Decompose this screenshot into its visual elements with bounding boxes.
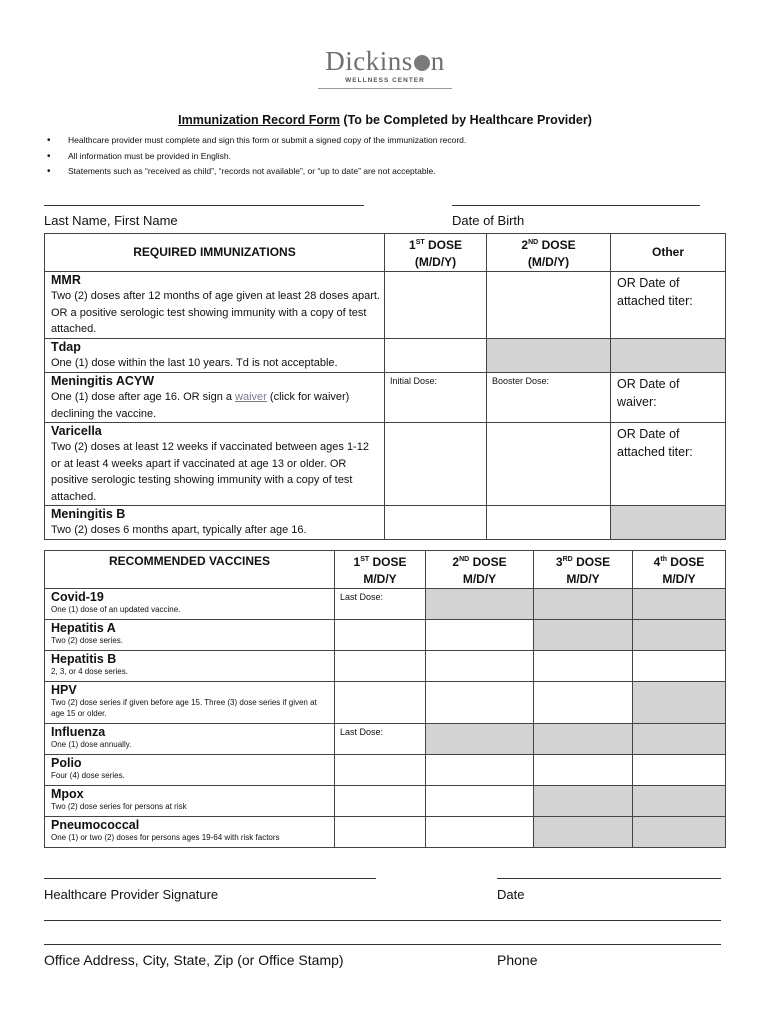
vaccine-desc: Two (2) doses at least 12 weeks if vaccinated between ages 1-12 or at least 4 weeks apart if vaccinated at age 13 or older. OR positive serologic testing showing immunity with a copy of test attached. bbox=[51, 441, 369, 503]
col-word: DOSE bbox=[369, 555, 407, 569]
table-row bbox=[45, 339, 726, 373]
vaccine-name: Meningitis ACYW bbox=[51, 374, 155, 388]
dose1-cell[interactable] bbox=[335, 786, 426, 817]
phone-label: Phone bbox=[497, 952, 538, 968]
table-row bbox=[45, 682, 726, 724]
vaccine-name: Influenza bbox=[51, 725, 106, 739]
vaccine-desc: One (1) or two (2) doses for persons ages 19-64 with risk factors bbox=[51, 833, 280, 842]
other-note: OR Date of attached titer: bbox=[617, 276, 693, 308]
name-label: Last Name, First Name bbox=[44, 213, 178, 228]
logo-name-start: Dickins bbox=[325, 46, 413, 76]
address-label: Office Address, City, State, Zip (or Office Stamp) bbox=[44, 952, 344, 968]
dose1-cell[interactable] bbox=[385, 506, 487, 540]
vaccine-name: Pneumococcal bbox=[51, 818, 140, 832]
other-header: Other bbox=[611, 234, 726, 272]
dose2-cell[interactable] bbox=[487, 272, 611, 339]
last-dose-label: Last Dose: bbox=[340, 592, 384, 602]
dose4-cell[interactable] bbox=[633, 755, 726, 786]
dose2-cell[interactable] bbox=[426, 817, 534, 848]
col-num: 2 bbox=[452, 555, 460, 569]
address-field-line-1[interactable] bbox=[44, 920, 721, 921]
desc-after: (click for waiver) declining the vaccine. bbox=[51, 391, 350, 420]
shaded-cell bbox=[633, 620, 726, 651]
shaded-cell bbox=[487, 339, 611, 373]
shaded-cell bbox=[534, 817, 633, 848]
instruction-item: • All information must be provided in English. bbox=[44, 149, 734, 165]
vaccine-name: MMR bbox=[51, 273, 81, 287]
vaccine-desc bbox=[45, 389, 384, 422]
dose2-sup: ND bbox=[528, 239, 539, 246]
dose2-cell[interactable] bbox=[487, 506, 611, 540]
dose3-cell[interactable] bbox=[534, 651, 633, 682]
waiver-link[interactable]: waiver bbox=[235, 391, 267, 403]
table-row bbox=[45, 651, 726, 682]
other-cell[interactable] bbox=[611, 373, 726, 423]
dose1-cell[interactable] bbox=[335, 817, 426, 848]
dose1-cell[interactable] bbox=[335, 620, 426, 651]
shaded-cell bbox=[633, 817, 726, 848]
vaccine-desc: One (1) dose within the last 10 years. Td is not acceptable. bbox=[51, 357, 338, 369]
shaded-cell bbox=[534, 724, 633, 755]
logo-emblem-icon bbox=[414, 55, 430, 71]
form-title bbox=[0, 113, 770, 127]
dose1-cell[interactable] bbox=[385, 373, 487, 423]
table-row bbox=[45, 272, 726, 339]
vaccine-name: Covid-19 bbox=[51, 590, 104, 604]
form-title-main: Immunization Record Form bbox=[178, 113, 340, 127]
table-row bbox=[45, 755, 726, 786]
shaded-cell bbox=[633, 682, 726, 724]
initial-dose-label: Initial Dose: bbox=[390, 376, 438, 386]
col-word: DOSE bbox=[572, 555, 611, 569]
shaded-cell bbox=[611, 339, 726, 373]
table-row bbox=[45, 817, 726, 848]
signature-label: Healthcare Provider Signature bbox=[44, 887, 219, 902]
dose2-cell[interactable] bbox=[426, 755, 534, 786]
last-dose-label: Last Dose: bbox=[340, 727, 384, 737]
recommended-header-row bbox=[45, 551, 726, 589]
col-format: M/D/Y bbox=[462, 572, 497, 586]
dose1-cell[interactable] bbox=[335, 651, 426, 682]
shaded-cell bbox=[611, 506, 726, 540]
vaccine-name: Tdap bbox=[51, 340, 81, 354]
col-word: DOSE bbox=[666, 555, 705, 569]
vaccine-desc: Two (2) dose series for persons at risk bbox=[51, 802, 187, 811]
vaccine-desc: 2, 3, or 4 dose series. bbox=[51, 667, 128, 676]
dose1-cell[interactable] bbox=[335, 682, 426, 724]
shaded-cell bbox=[633, 589, 726, 620]
table-row bbox=[45, 620, 726, 651]
dose2-cell[interactable] bbox=[426, 651, 534, 682]
dose1-num: 1 bbox=[409, 238, 416, 252]
dose1-word: DOSE bbox=[424, 238, 462, 252]
col-num: 1 bbox=[353, 555, 361, 569]
dose1-cell[interactable] bbox=[385, 339, 487, 373]
other-cell[interactable] bbox=[611, 272, 726, 339]
other-note: OR Date of waiver: bbox=[617, 377, 680, 409]
desc-before: One (1) dose after age 16. OR sign a bbox=[51, 391, 236, 403]
table-row bbox=[45, 423, 726, 506]
instruction-item: • Healthcare provider must complete and sign this form or submit a signed copy of the immunization record. bbox=[44, 133, 734, 149]
shaded-cell bbox=[426, 589, 534, 620]
shaded-cell bbox=[534, 620, 633, 651]
recommended-header: RECOMMENDED VACCINES bbox=[45, 551, 335, 589]
dose1-cell[interactable] bbox=[335, 724, 426, 755]
vaccine-name: HPV bbox=[51, 683, 77, 697]
instruction-item: • Statements such as “received as child”, “records not available”, or “up to date” are not acceptable. bbox=[44, 164, 734, 180]
dob-label: Date of Birth bbox=[452, 213, 525, 228]
vaccine-desc: Four (4) dose series. bbox=[51, 771, 125, 780]
form-title-suffix: (To be Completed by Healthcare Provider) bbox=[339, 113, 592, 127]
wellness-center-logo bbox=[318, 46, 452, 89]
date-field[interactable] bbox=[497, 878, 721, 879]
shaded-cell bbox=[426, 724, 534, 755]
dose-col-header bbox=[633, 551, 726, 589]
dose-col-header bbox=[426, 551, 534, 589]
table-row bbox=[45, 589, 726, 620]
shaded-cell bbox=[633, 786, 726, 817]
col-num: 4 bbox=[653, 555, 661, 569]
dose2-cell[interactable] bbox=[426, 786, 534, 817]
shaded-cell bbox=[633, 724, 726, 755]
dose1-format: (M/D/Y) bbox=[414, 255, 457, 269]
dose3-cell[interactable] bbox=[534, 682, 633, 724]
col-word: DOSE bbox=[469, 555, 507, 569]
table-row bbox=[45, 373, 726, 423]
col-num: 3 bbox=[555, 555, 563, 569]
vaccine-name: Meningitis B bbox=[51, 507, 126, 521]
vaccine-name: Mpox bbox=[51, 787, 84, 801]
required-header: REQUIRED IMMUNIZATIONS bbox=[45, 234, 385, 272]
vaccine-name: Polio bbox=[51, 756, 82, 770]
name-field[interactable] bbox=[44, 205, 364, 206]
dose3-cell[interactable] bbox=[534, 755, 633, 786]
vaccine-name: Hepatitis A bbox=[51, 621, 116, 635]
col-format: M/D/Y bbox=[363, 572, 397, 586]
dose2-cell[interactable] bbox=[426, 682, 534, 724]
vaccine-desc: Two (2) dose series if given before age 15. Three (3) dose series if given at age 15 or older. bbox=[51, 698, 317, 718]
vaccine-desc: Two (2) doses after 12 months of age given at least 28 doses apart. OR a positive serologic test showing immunity with a copy of test attached. bbox=[51, 290, 380, 335]
dose2-cell[interactable] bbox=[487, 423, 611, 506]
other-note: OR Date of attached titer: bbox=[617, 427, 693, 459]
required-immunizations-table bbox=[44, 233, 726, 540]
dose2-header bbox=[487, 234, 611, 272]
signature-field[interactable] bbox=[44, 878, 376, 879]
vaccine-name: Hepatitis B bbox=[51, 652, 117, 666]
dose1-header bbox=[385, 234, 487, 272]
col-format: M/D/Y bbox=[662, 572, 696, 586]
recommended-vaccines-table bbox=[44, 550, 726, 848]
logo-subtitle: WELLNESS CENTER bbox=[345, 77, 425, 84]
shaded-cell bbox=[534, 786, 633, 817]
col-sup: th bbox=[660, 556, 667, 563]
dose4-cell[interactable] bbox=[633, 651, 726, 682]
table-row bbox=[45, 506, 726, 540]
required-header-row bbox=[45, 234, 726, 272]
dose1-cell[interactable] bbox=[335, 755, 426, 786]
dose2-word: DOSE bbox=[538, 238, 576, 252]
vaccine-desc: One (1) dose annually. bbox=[51, 740, 132, 749]
other-cell[interactable] bbox=[611, 423, 726, 506]
dose1-sup: ST bbox=[415, 239, 425, 246]
table-row bbox=[45, 786, 726, 817]
vaccine-desc: Two (2) dose series. bbox=[51, 636, 124, 645]
date-label: Date bbox=[497, 887, 525, 902]
dose2-format: (M/D/Y) bbox=[527, 255, 570, 269]
col-sup: ST bbox=[360, 556, 370, 563]
col-sup: RD bbox=[562, 556, 573, 563]
address-field-line-2[interactable] bbox=[44, 944, 721, 945]
booster-dose-label: Booster Dose: bbox=[492, 376, 550, 386]
dose1-cell[interactable] bbox=[335, 589, 426, 620]
dose2-num: 2 bbox=[521, 238, 529, 252]
dose2-cell[interactable] bbox=[426, 620, 534, 651]
dose-col-header bbox=[534, 551, 633, 589]
dose-col-header bbox=[335, 551, 426, 589]
vaccine-name: Varicella bbox=[51, 424, 102, 438]
dose2-cell[interactable] bbox=[487, 373, 611, 423]
logo-divider bbox=[318, 88, 452, 89]
dose1-cell[interactable] bbox=[385, 423, 487, 506]
vaccine-desc: Two (2) doses 6 months apart, typically after age 16. bbox=[51, 524, 307, 536]
logo-wordmark bbox=[318, 46, 452, 76]
dose1-cell[interactable] bbox=[385, 272, 487, 339]
col-sup: ND bbox=[459, 556, 470, 563]
dob-field[interactable] bbox=[452, 205, 700, 206]
shaded-cell bbox=[534, 589, 633, 620]
instructions-list bbox=[44, 133, 734, 180]
logo-name-end: n bbox=[430, 46, 445, 76]
vaccine-desc: One (1) dose of an updated vaccine. bbox=[51, 605, 181, 614]
col-format: M/D/Y bbox=[566, 572, 600, 586]
table-row bbox=[45, 724, 726, 755]
